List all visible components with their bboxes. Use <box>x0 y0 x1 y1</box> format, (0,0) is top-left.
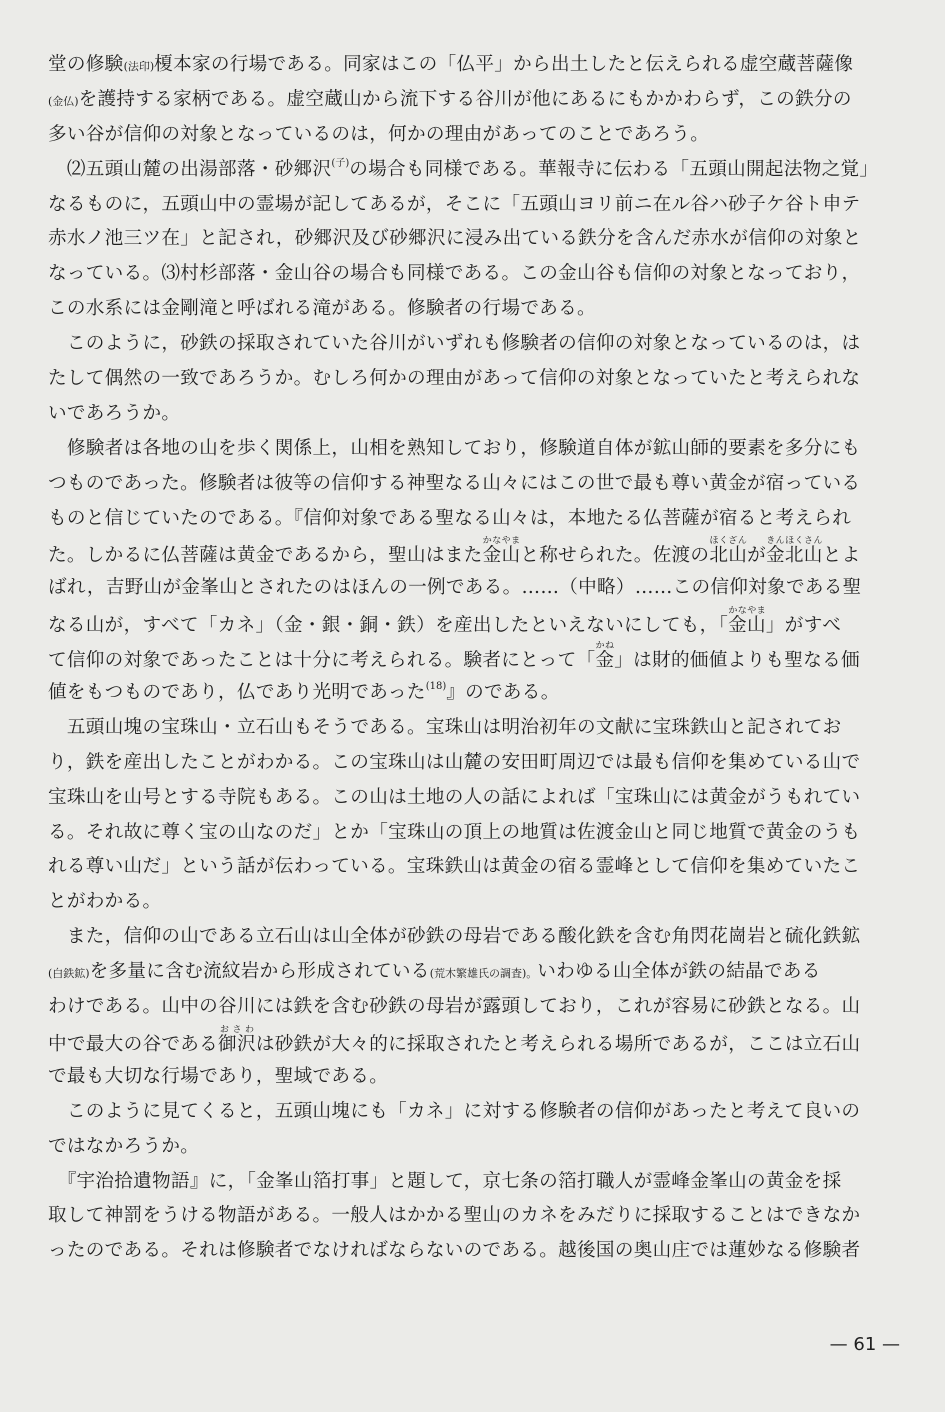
text-run: 』のである。 <box>446 682 560 704</box>
text-run: を多量に含む流紋岩から形成されている <box>89 961 430 983</box>
ruby-base: 金北山 <box>766 545 823 567</box>
text-run: 宝珠山を山号とする寺院もある。この山は土地の人の話によれば「宝珠山には黄金がうもれてい <box>48 786 861 808</box>
text-line <box>48 711 900 746</box>
text-run: いわゆる山全体が鉄の結晶である <box>537 961 821 983</box>
text-line <box>48 153 900 188</box>
text-line <box>48 885 900 920</box>
ruby-word <box>728 606 766 637</box>
ruby-word <box>709 536 748 567</box>
text-run: なっている。⑶村杉部落・金山谷の場合も同様である。この金山谷も信仰の対象となっており， <box>48 263 861 285</box>
ruby-word <box>482 536 521 567</box>
ruby-word <box>766 536 823 567</box>
text-run: また，信仰の山である立石山は山全体が砂鉄の母岩である酸化鉄を含む角閃花崗岩と硫化鉄鉱 <box>66 926 861 948</box>
text-line <box>48 676 900 711</box>
ruby-base: 金山 <box>728 615 766 637</box>
text-line <box>48 362 900 397</box>
ruby-reading: ほくざん <box>709 536 748 547</box>
text-line <box>48 222 900 257</box>
text-run: たして偶然の一致であろうか。むしろ何かの理由があって信仰の対象となっていたと考えられな <box>48 368 861 390</box>
text-run: 『宇治拾遺物語』に，「金峯山箔打事」と題して，京七条の箔打職人が霊峰金峯山の黄金を採 <box>66 1170 842 1192</box>
text-line <box>48 781 900 816</box>
text-line <box>48 257 900 292</box>
text-run: 堂の修験 <box>48 54 124 75</box>
text-run: る。それ故に尊く宝の山なのだ」とか「宝珠山の頂上の地質は佐渡金山と同じ地質で黄金のうも <box>48 821 861 843</box>
ruby-base: 北山 <box>709 545 748 567</box>
text-run: わけである。山中の谷川には鉄を含む砂鉄の母岩が露頭しており，これが容易に砂鉄となる。山 <box>48 996 861 1018</box>
indent <box>48 717 67 738</box>
ruby-base: 御沢 <box>218 1033 256 1055</box>
note-marker: (18) <box>425 681 447 693</box>
text-line <box>48 746 900 781</box>
text-line <box>48 397 900 432</box>
text-line <box>48 1165 900 1200</box>
ruby-reading: かなやま <box>482 536 521 547</box>
ruby-base: 金 <box>595 650 615 672</box>
text-line <box>48 1095 900 1130</box>
text-line <box>48 816 900 851</box>
indent <box>48 159 67 180</box>
text-run: なるものに，五頭山中の霊場が記してあるが，そこに「五頭山ヨリ前ニ在ル谷ハ砂子ケ谷ト申テ <box>48 193 861 215</box>
text-line <box>48 188 900 223</box>
text-run: 取して神罰をうける物語がある。一般人はかかる聖山のカネをみだりに採取することはできなか <box>48 1205 861 1227</box>
text-run: り，鉄を産出したことがわかる。この宝珠山は山麓の安田町周辺では最も信仰を集めている山で <box>48 751 861 773</box>
text-line <box>48 502 900 537</box>
text-run: ったのである。それは修験者でなければならないのである。越後国の奥山庄では蓮妙なる修験者 <box>48 1240 861 1262</box>
text-line <box>48 83 900 118</box>
text-run: とよ <box>822 545 861 567</box>
text-line <box>48 467 900 502</box>
text-run: れる尊い山だ」という話が伝わっている。宝珠鉄山は黄金の宿る霊峰として信仰を集めていたこ <box>48 856 861 878</box>
text-line <box>48 1199 900 1234</box>
note-marker: (子) <box>331 157 350 169</box>
text-run: いであろうか。 <box>48 402 181 424</box>
text-run: 中で最大の谷である <box>48 1033 219 1055</box>
text-line <box>48 1234 900 1269</box>
text-line <box>48 292 900 327</box>
text-run: この水系には金剛滝と呼ばれる滝がある。修験者の行場である。 <box>48 298 596 320</box>
text-line <box>48 641 900 676</box>
text-line <box>48 850 900 885</box>
text-line <box>48 1130 900 1165</box>
text-run: このように，砂鉄の採取されていた谷川がいずれも修験者の信仰の対象となっているのは，は <box>66 333 861 355</box>
text-line <box>48 118 900 153</box>
text-run: ⑵五頭山麓の出湯部落・砂郷沢 <box>66 158 332 180</box>
text-run: は砂鉄が大々的に採取されたと考えられる場所であるが，ここは立石山 <box>255 1033 861 1055</box>
text-run: このように見てくると，五頭山塊にも「カネ」に対する修験者の信仰があったと考えて良いの <box>66 1100 861 1122</box>
text-run: ものと信じていたのである。『信仰対象である聖なる山々は，本地たる仏菩薩が宿ると考えられ <box>48 507 852 529</box>
text-line <box>48 1025 900 1060</box>
body-text <box>48 48 900 1269</box>
text-run: ではなかろうか。 <box>48 1135 200 1157</box>
indent <box>48 438 67 459</box>
text-line <box>48 920 900 955</box>
text-run: て信仰の対象であったことは十分に考えられる。験者にとって「 <box>48 650 596 672</box>
text-line <box>48 1060 900 1095</box>
text-run: を護持する家柄である。虚空蔵山から流下する谷川が他にあるにもかかわらず，この鉄分の <box>78 88 852 110</box>
text-run: とがわかる。 <box>48 891 162 913</box>
text-line <box>48 606 900 641</box>
text-line <box>48 48 900 83</box>
page-number: — 61 — <box>829 1334 900 1355</box>
ruby-word <box>595 641 615 672</box>
ruby-base: 金山 <box>482 545 521 567</box>
text-run: 赤水ノ池三ツ在」と記され，砂郷沢及び砂郷沢に浸み出ている鉄分を含んだ赤水が信仰の対象と <box>48 228 862 250</box>
text-run: が <box>747 545 767 567</box>
text-run: で最も大切な行場であり，聖域である。 <box>48 1065 389 1087</box>
text-line <box>48 432 900 467</box>
ruby-reading: かなやま <box>728 606 766 617</box>
text-run: つものであった。修験者は彼等の信仰する神聖なる山々にはこの世で最も尊い黄金が宿っている <box>48 472 861 494</box>
text-run: 榎本家の行場である。同家はこの「仏平」から出土したと伝えられる虚空蔵菩薩像 <box>154 54 854 75</box>
inline-annotation: (荒木繁雄氏の調査)。 <box>429 967 538 981</box>
inline-annotation: (白鉄鉱) <box>48 967 90 981</box>
ruby-reading: きんほくさん <box>766 536 823 547</box>
text-run: の場合も同様である。華報寺に伝わる「五頭山開起法物之覚」 <box>349 158 879 180</box>
ruby-reading: かね <box>595 641 615 652</box>
text-run: 」がすべ <box>765 615 842 637</box>
text-run: 修験者は各地の山を歩く関係上，山相を熟知しており，修験道自体が鉱山師的要素を多分にも <box>66 437 861 459</box>
indent <box>48 1171 67 1192</box>
text-run: なる山が，すべて「カネ」（金・銀・銅・鉄）を産出したといえないにしても，「 <box>48 615 729 637</box>
text-line <box>48 955 900 990</box>
text-run: 」は財的価値よりも聖なる価 <box>614 650 860 672</box>
text-run: 五頭山塊の宝珠山・立石山もそうである。宝珠山は明治初年の文献に宝珠鉄山と記されてお <box>66 716 842 738</box>
text-run: と称せられた。佐渡の <box>520 545 710 567</box>
inline-annotation: (法印) <box>123 60 155 73</box>
text-run: 値をもつものであり，仏であり光明であった <box>48 682 426 704</box>
indent <box>48 926 67 947</box>
text-line <box>48 990 900 1025</box>
indent <box>48 333 67 354</box>
inline-annotation: (金仏) <box>48 94 79 108</box>
text-line <box>48 536 900 571</box>
ruby-word <box>218 1024 256 1055</box>
text-run: 多い谷が信仰の対象となっているのは，何かの理由があってのことであろう。 <box>48 123 710 145</box>
text-line <box>48 327 900 362</box>
text-run: た。しかるに仏菩薩は黄金であるから，聖山はまた <box>48 545 483 567</box>
text-line <box>48 571 900 606</box>
ruby-reading: おさわ <box>218 1024 256 1035</box>
indent <box>48 1101 67 1122</box>
text-run: ばれ，吉野山が金峯山とされたのはほんの一例である。……（中略）……この信仰対象である聖 <box>48 577 862 599</box>
